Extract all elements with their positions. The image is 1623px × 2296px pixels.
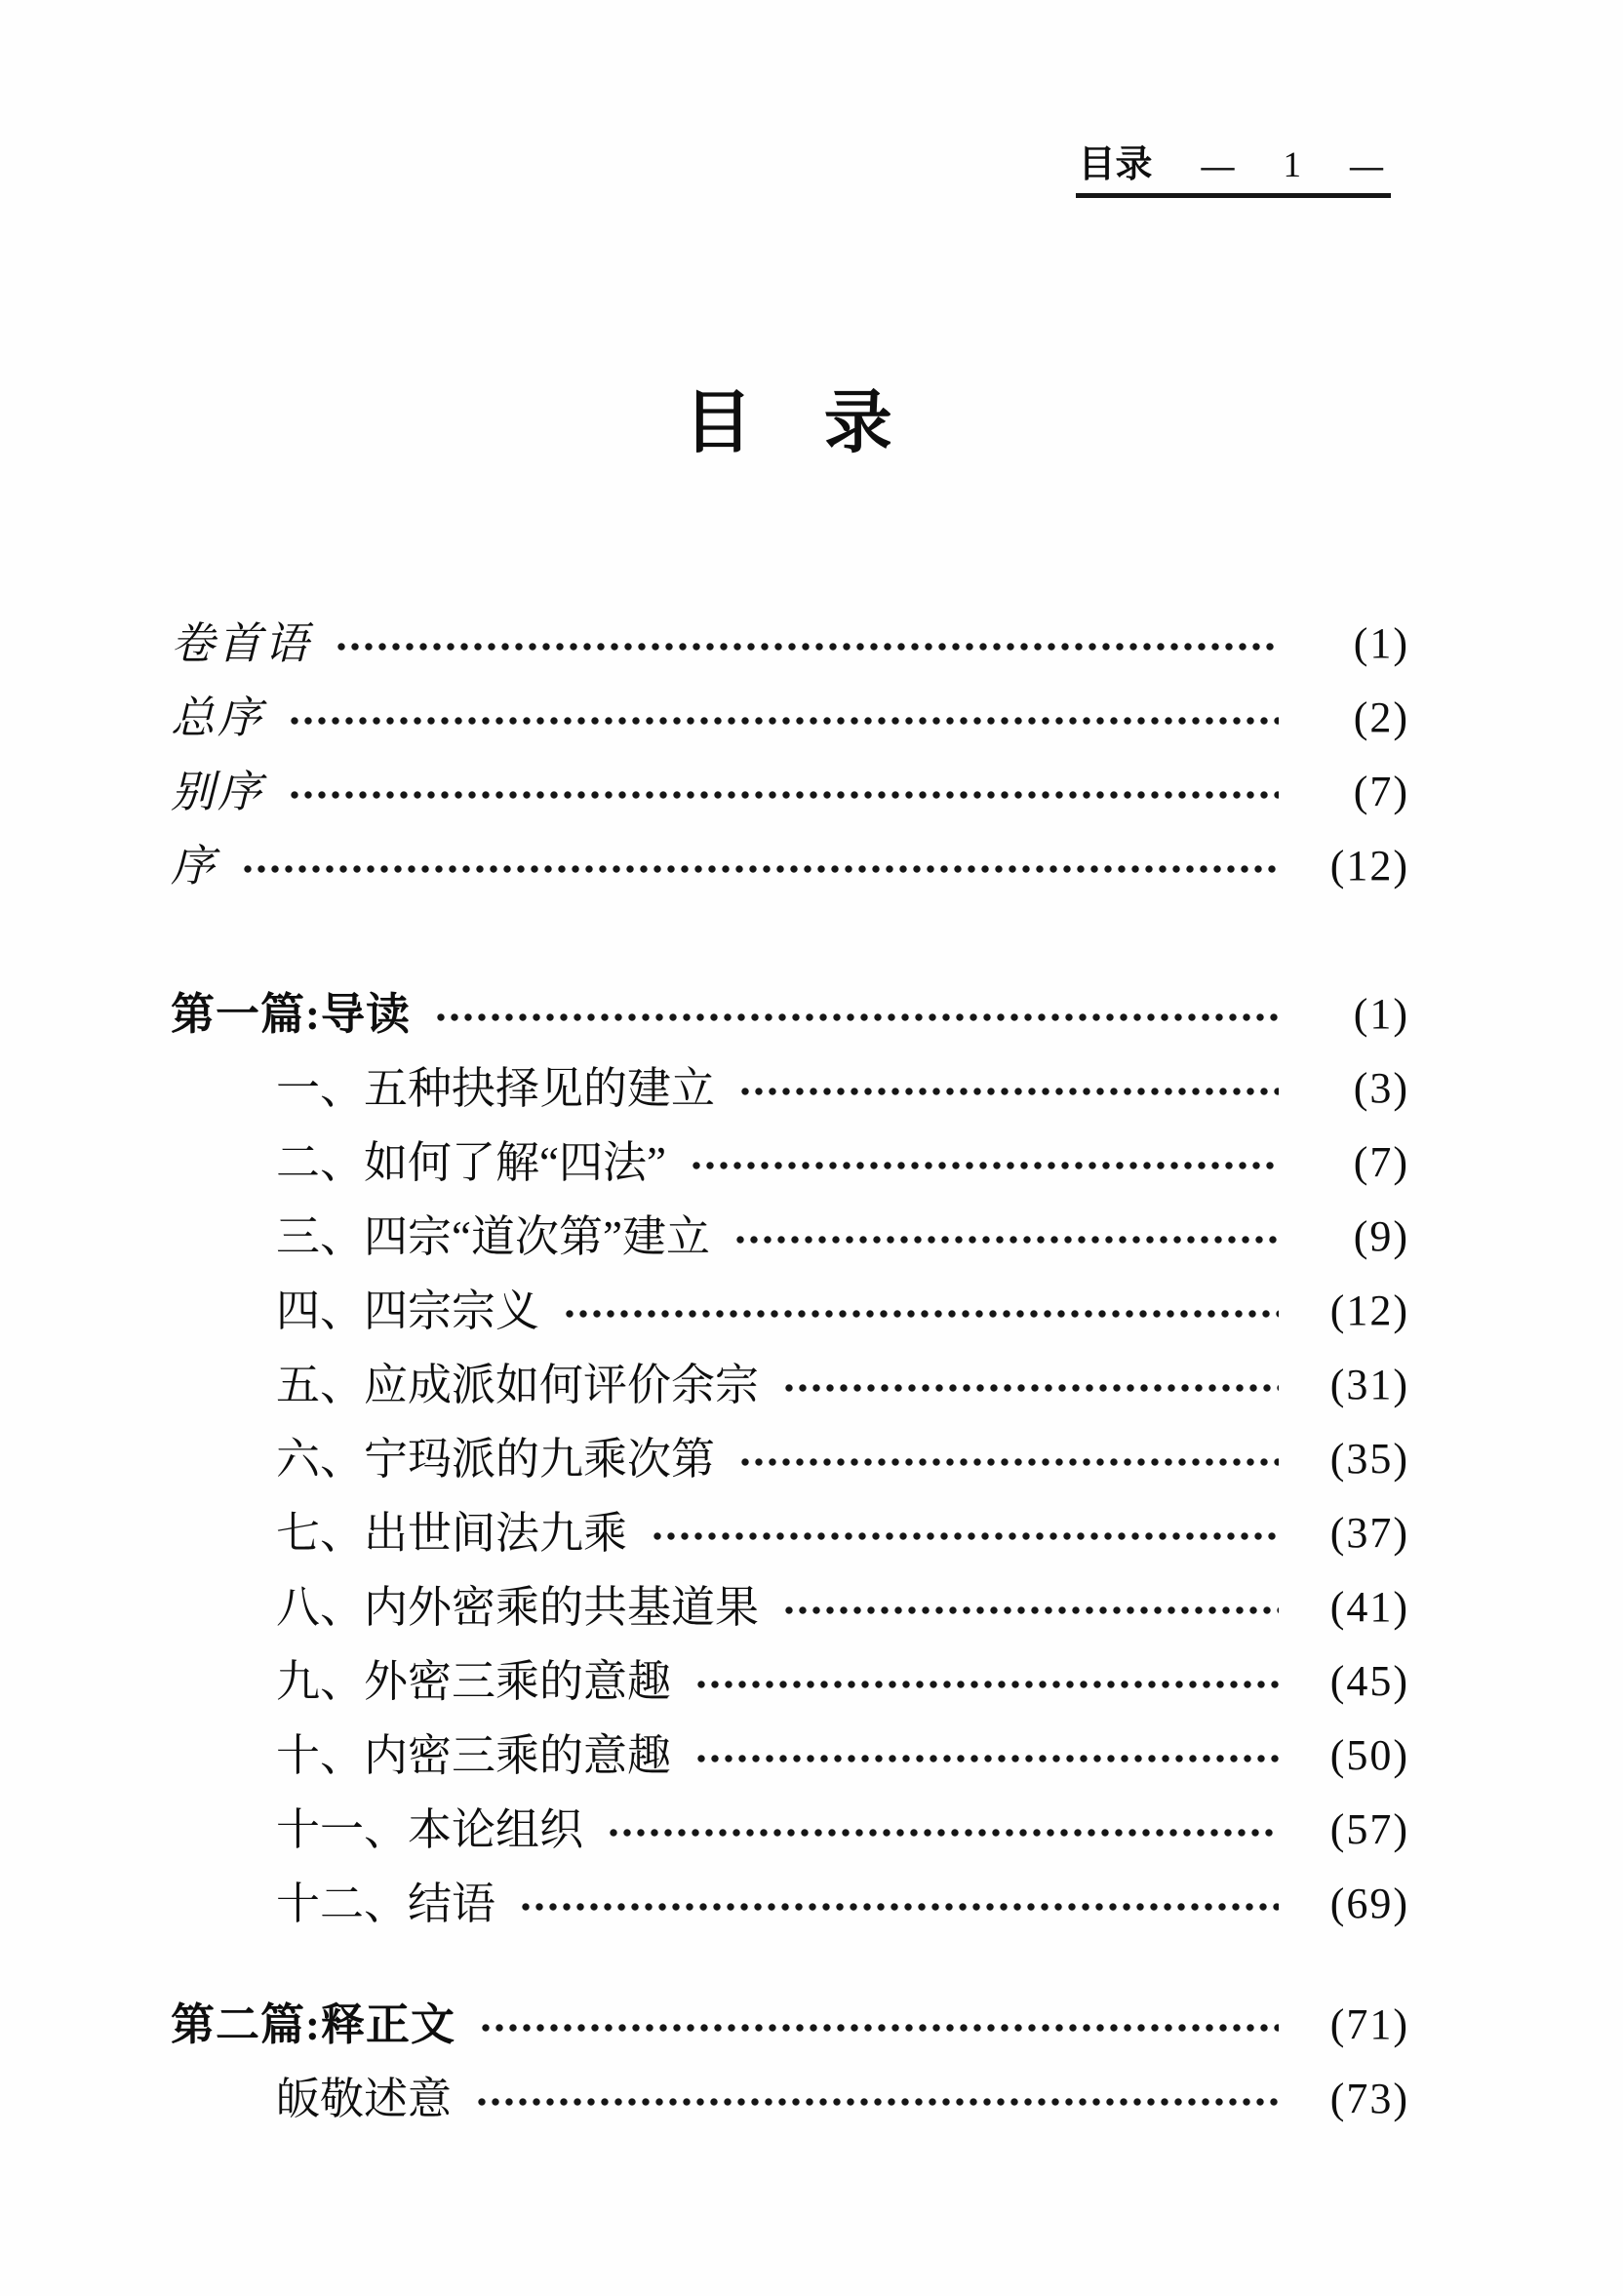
toc-entry-label: 二、如何了解“四法” xyxy=(276,1137,666,1187)
toc-entry-label: 序 xyxy=(171,841,218,891)
dot-leader xyxy=(563,1309,1279,1319)
toc-entry-page: (7) xyxy=(1353,1138,1409,1186)
toc-entry-label: 五、应成派如何评价余宗 xyxy=(276,1360,760,1409)
toc-entry-page: (31) xyxy=(1329,1361,1409,1408)
toc-entry-label: 九、外密三乘的意趣 xyxy=(276,1656,672,1706)
toc-entry xyxy=(171,1719,1409,1793)
page-title: 目 录 xyxy=(684,384,896,460)
toc-entry xyxy=(171,1274,1409,1348)
toc-entry xyxy=(171,1793,1409,1867)
toc-entry xyxy=(171,1126,1409,1200)
dot-leader xyxy=(782,1605,1279,1615)
dot-leader xyxy=(738,1457,1279,1467)
toc-entry-page: (9) xyxy=(1353,1212,1409,1260)
toc-entry-page: (1) xyxy=(1353,990,1409,1038)
toc-entry-label: 十一、本论组织 xyxy=(276,1804,584,1854)
dot-leader xyxy=(738,1087,1279,1096)
section-gap xyxy=(171,903,1409,977)
toc-entry xyxy=(171,607,1409,681)
dot-leader xyxy=(241,864,1279,874)
toc-entry-page: (69) xyxy=(1329,1880,1409,1927)
toc-entry-page: (1) xyxy=(1353,619,1409,667)
dot-leader xyxy=(288,790,1279,800)
dot-leader xyxy=(519,1902,1279,1912)
toc-entry-page: (50) xyxy=(1329,1731,1409,1779)
running-header-right-dash: — xyxy=(1350,148,1383,184)
dot-leader xyxy=(651,1531,1279,1541)
toc-entry xyxy=(171,977,1409,1051)
toc-entry-label: 七、出世间法九乘 xyxy=(276,1508,628,1558)
dot-leader xyxy=(335,642,1279,652)
toc-entry-label: 十、内密三乘的意趣 xyxy=(276,1730,672,1780)
dot-leader xyxy=(434,1012,1279,1022)
toc-entry xyxy=(171,1051,1409,1126)
toc-entry xyxy=(171,2062,1409,2136)
toc-entry-label: 别序 xyxy=(171,767,265,816)
toc-entry-page: (57) xyxy=(1329,1805,1409,1853)
toc-entry-page: (12) xyxy=(1329,842,1409,890)
toc-entry xyxy=(171,1422,1409,1496)
dot-leader xyxy=(479,2023,1279,2033)
toc-entry xyxy=(171,1200,1409,1274)
toc-entry-label: 四、四宗宗义 xyxy=(276,1286,540,1335)
toc-entry xyxy=(171,829,1409,903)
toc-entry-page: (7) xyxy=(1353,768,1409,815)
toc-entry-label: 第二篇:释正文 xyxy=(171,1999,455,2049)
toc-entry-page: (45) xyxy=(1329,1657,1409,1705)
dot-leader xyxy=(782,1383,1279,1393)
dot-leader xyxy=(733,1235,1279,1245)
toc-entry-page: (37) xyxy=(1329,1509,1409,1557)
toc-entry xyxy=(171,1644,1409,1719)
toc-entry-label: 卷首语 xyxy=(171,618,312,668)
dot-leader xyxy=(694,1754,1279,1763)
toc-entry-label: 皈敬述意 xyxy=(276,2074,453,2123)
toc-entry-page: (71) xyxy=(1329,2000,1409,2048)
section-gap xyxy=(171,1941,1409,1988)
toc-entry xyxy=(171,1867,1409,1941)
running-header-section-label: 目录 xyxy=(1078,144,1153,185)
toc-entry xyxy=(171,1988,1409,2062)
toc-entry-label: 三、四宗“道次第”建立 xyxy=(276,1211,710,1261)
toc-entry-label: 总序 xyxy=(171,693,265,742)
toc-list xyxy=(171,607,1409,2136)
toc-entry xyxy=(171,1496,1409,1570)
dot-leader xyxy=(607,1828,1279,1838)
dot-leader xyxy=(475,2097,1279,2107)
toc-entry xyxy=(171,681,1409,755)
toc-entry-label: 第一篇:导读 xyxy=(171,989,411,1039)
toc-entry-page: (2) xyxy=(1353,693,1409,741)
toc-entry-label: 十二、结语 xyxy=(276,1879,496,1928)
toc-entry-label: 八、内外密乘的共基道果 xyxy=(276,1582,760,1632)
toc-entry-page: (35) xyxy=(1329,1435,1409,1483)
toc-entry xyxy=(171,1570,1409,1644)
dot-leader xyxy=(690,1161,1279,1170)
toc-entry-page: (3) xyxy=(1353,1064,1409,1112)
dot-leader xyxy=(694,1680,1279,1689)
toc-entry-page: (41) xyxy=(1329,1583,1409,1631)
toc-entry-page: (12) xyxy=(1329,1287,1409,1334)
toc-entry xyxy=(171,1348,1409,1422)
running-header xyxy=(1076,146,1391,198)
dot-leader xyxy=(288,716,1279,726)
toc-entry-label: 六、宁玛派的九乘次第 xyxy=(276,1434,716,1484)
toc-entry xyxy=(171,755,1409,829)
toc-entry-label: 一、五种抉择见的建立 xyxy=(276,1063,716,1113)
running-header-page-number: 1 xyxy=(1283,145,1301,185)
toc-entry-page: (73) xyxy=(1329,2075,1409,2122)
running-header-left-dash: — xyxy=(1201,148,1235,184)
